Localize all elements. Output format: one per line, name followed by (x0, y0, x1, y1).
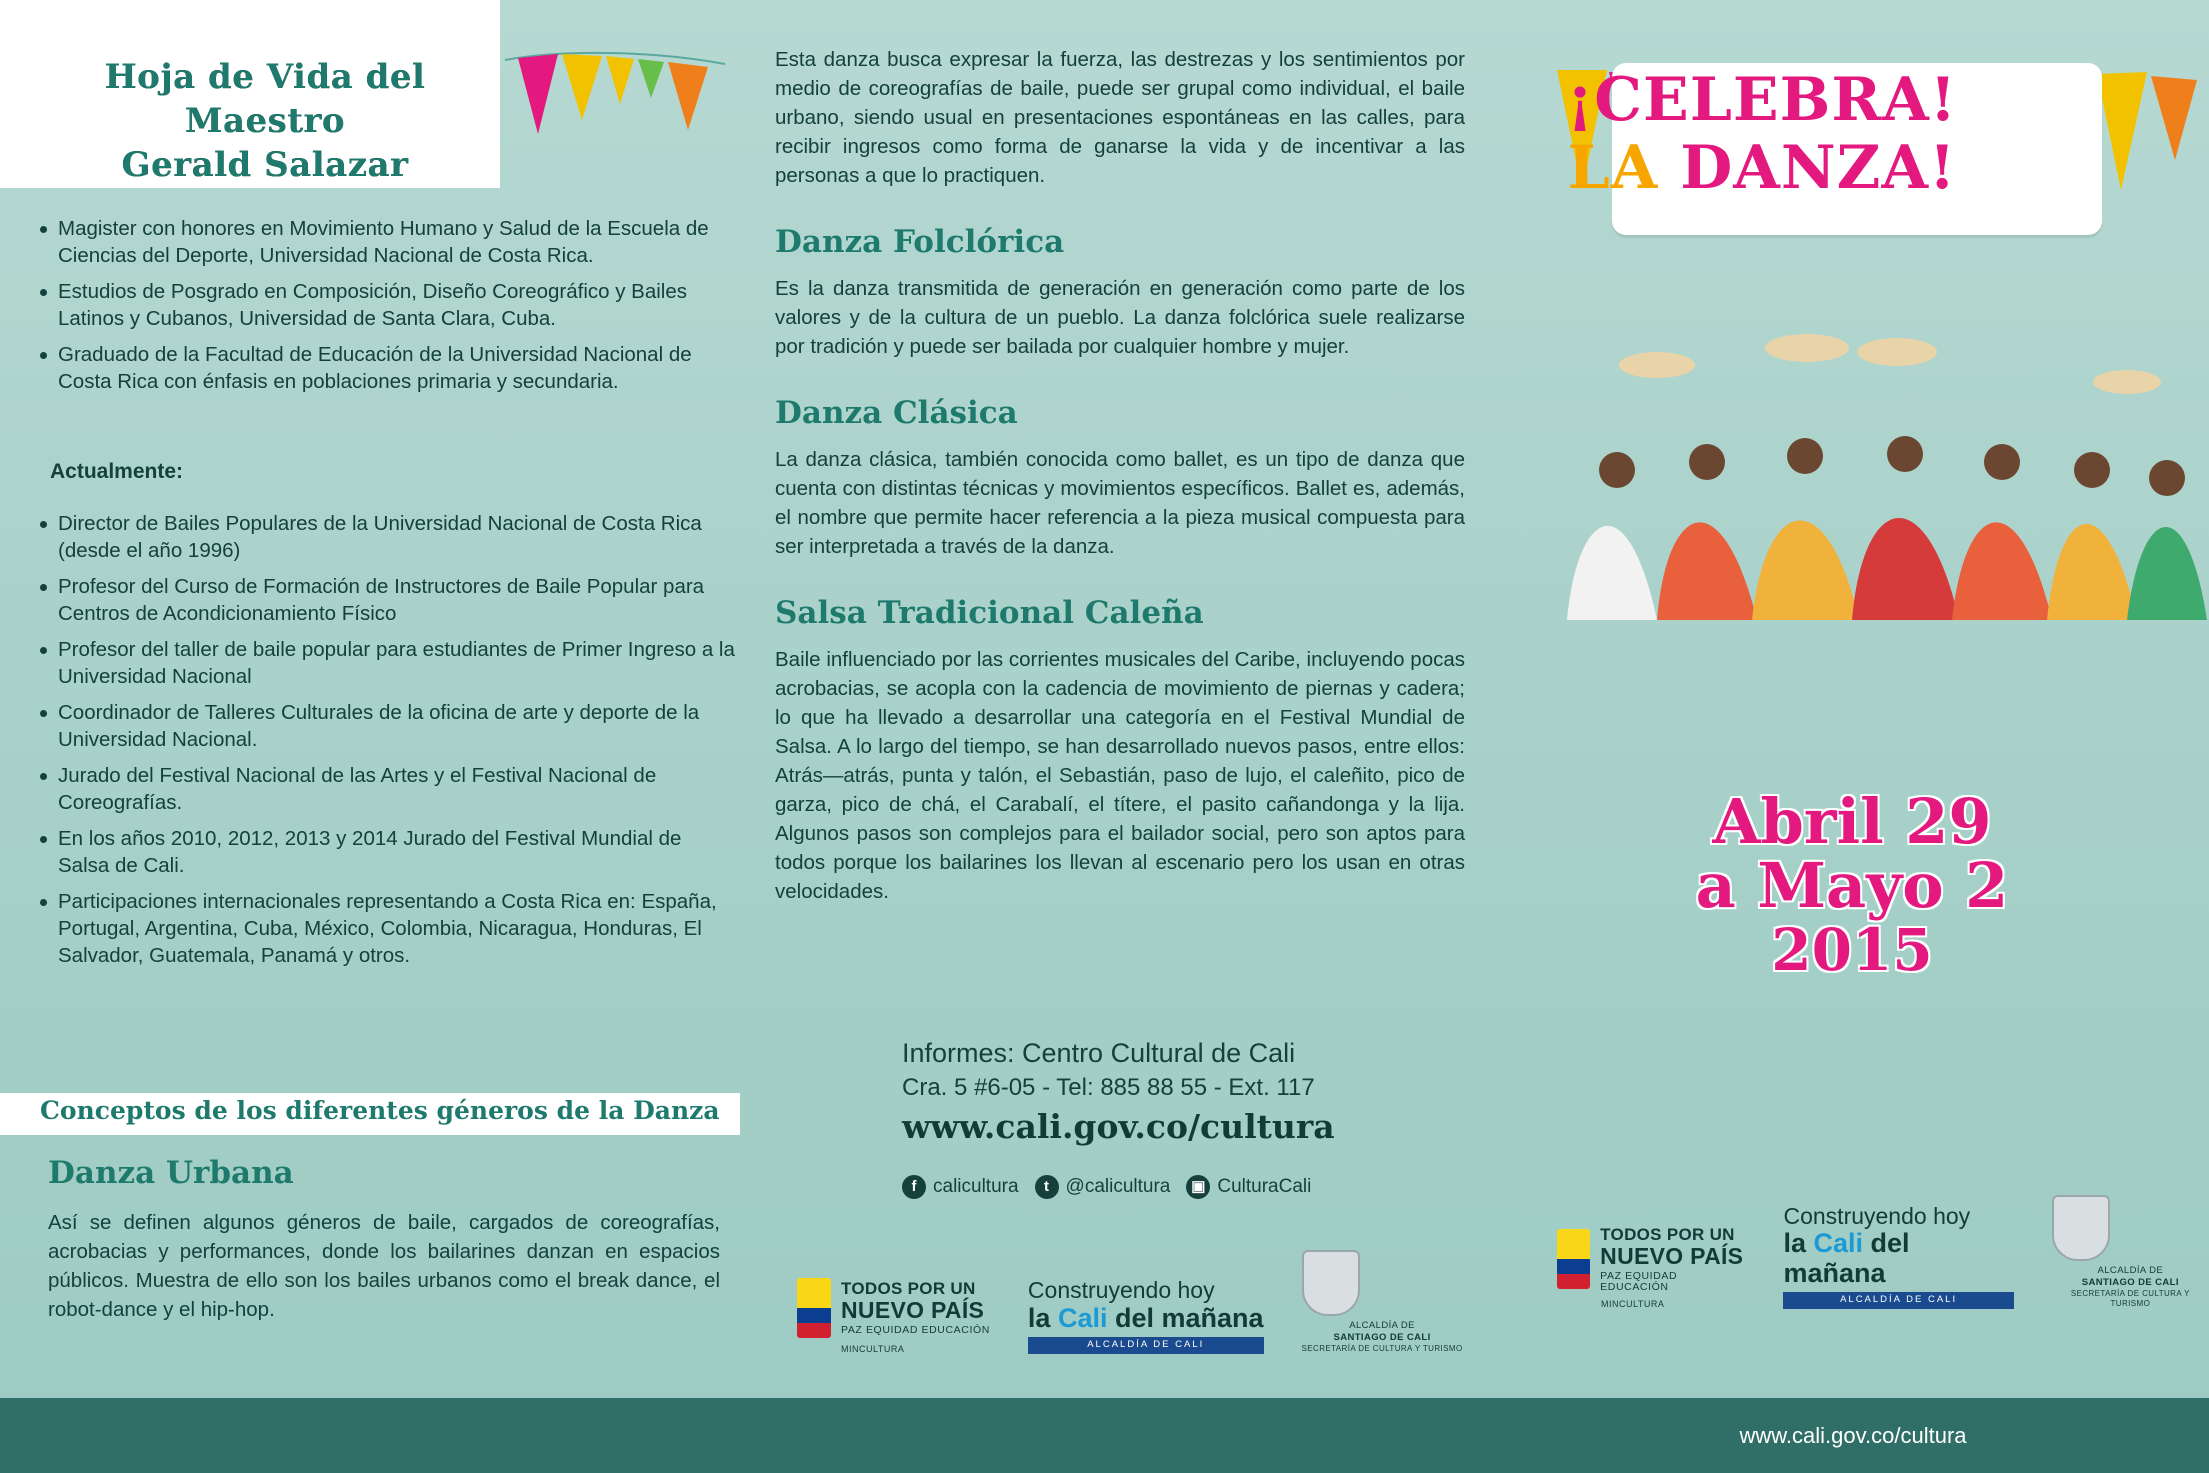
shield-icon (1302, 1250, 1360, 1316)
todos-line-2: NUEVO PAÍS (1600, 1242, 1744, 1269)
section-text-folclorica: Es la danza transmitida de generación en generación como parte de los valores y de la cultura de un pueblo. La danza folclórica suele realizarse por tradición y puede ser bailada por cualquier hombre y mujer. (775, 277, 1465, 358)
list-item: Estudios de Posgrado en Composición, Diseño Coreográfico y Bailes Latinos y Cubanos, Universidad de Santa Clara, Cuba. (38, 278, 728, 332)
construyendo-line-2: la Cali del mañana (1783, 1227, 1910, 1288)
list-item: Profesor del Curso de Formación de Instructores de Baile Popular para Centros de Acondicionamiento Físico (38, 573, 738, 627)
twitter-handle: @calicultura (1065, 1176, 1171, 1197)
date-line-2: a Mayo 2 (1695, 849, 2009, 922)
facebook-handle: calicultura (933, 1176, 1019, 1197)
alcaldia-line-1: ALCALDÍA DE (2097, 1265, 2164, 1276)
footer-url[interactable]: www.cali.gov.co/cultura (1497, 1398, 2209, 1473)
date-line-1: Abril 29 (1712, 785, 1992, 858)
panel-center (757, 0, 1497, 1473)
todos-line-3: PAZ EQUIDAD EDUCACIÓN (841, 1323, 990, 1336)
bottom-strip (0, 1398, 1497, 1473)
social-facebook[interactable] (902, 1175, 1019, 1199)
intro-paragraph: Esta danza busca expresar la fuerza, las destrezas y los sentimientos por medio de coreografías de baile, puede ser grupal como individual, el baile urbano, siendo usual en presentaciones espontáneas en las calles, para recibir ingresos como forma de ganarse la vida y de incentivar a las personas a que lo practiquen. (775, 48, 1465, 187)
construyendo-line-2: la Cali del mañana (1027, 1302, 1264, 1333)
list-item: Profesor del taller de baile popular para estudiantes de Primer Ingreso a la Universidad Nacional (38, 636, 738, 690)
construyendo-bar: ALCALDÍA DE CALI (1783, 1292, 2013, 1308)
list-item: Participaciones internacionales representando a Costa Rica en: España, Portugal, Argentina, Cuba, México, Colombia, Nicaragua, Honduras, El Salvador, Guatemala, Panamá y otros. (38, 888, 738, 969)
section-heading-folclorica: Danza Folclórica (775, 224, 1065, 260)
todos-line-3: PAZ EQUIDAD EDUCACIÓN (1600, 1269, 1678, 1293)
bullets-top (38, 215, 728, 404)
social-links (902, 1175, 1311, 1199)
panel-left (0, 0, 757, 1473)
alcaldia-line-2: SANTIAGO DE CALI (2081, 1276, 2179, 1288)
danza-urbana-text: Así se definen algunos géneros de baile, cargados de coreografías, acrobacias y performances, donde los bailarines danzan en espacios públicos. Muestra de ello son los bailes urbanos como el break dance, el robot-dance y el hip-hop. (48, 1211, 720, 1321)
list-item: En los años 2010, 2012, 2013 y 2014 Jurado del Festival Mundial de Salsa de Cali. (38, 825, 738, 879)
informes-block (902, 1035, 1462, 1149)
logo-alcaldia (1302, 1250, 1463, 1354)
bunting-flags-icon (500, 42, 740, 162)
panel-right-cover (1497, 0, 2209, 1473)
twitter-icon: t (1035, 1175, 1059, 1199)
alcaldia-line-1: ALCALDÍA DE (1349, 1320, 1415, 1331)
section-text-salsa: Baile influenciado por las corrientes musicales del Caribe, incluyendo pocas acrobacias, se acopla con la cadencia de movimiento de piernas y cadera; lo que ha llevado a desarrollar una categoría en el Festival Mundial de Salsa. A lo largo del tiempo, se han desarrollado nuevos pasos, entre ellos: Atrás—atrás, punta y talón, el Sebastián, paso de lujo, el caleñito, pico de garza, pico de chá, el Carabalí, el títere, el pasito cañandonga y la lija. Algunos pasos son complejos para el bailador social, pero son aptos para todos porque los bailarines los llevan al escenario pero los usan en otras velocidades. (775, 648, 1465, 903)
celebra-line-1: ¡CELEBRA! (1566, 65, 1958, 135)
page-title (42, 55, 488, 187)
informes-website[interactable]: www.cali.gov.co/cultura (902, 1107, 1335, 1146)
alcaldia-line-3: SECRETARÍA DE CULTURA Y TURISMO (2070, 1288, 2190, 1308)
dancers-photo (1507, 330, 2207, 620)
title-line-2: Gerald Salazar (121, 145, 409, 185)
construyendo-bar: ALCALDÍA DE CALI (1028, 1337, 1264, 1353)
center-content (775, 45, 1465, 906)
list-item: Jurado del Festival Nacional de las Artes y el Festival Nacional de Coreografías. (38, 762, 738, 816)
event-date (1507, 785, 2197, 984)
mincultura-label: MINCULTURA (841, 1343, 905, 1354)
logo-construyendo-hoy (1028, 1278, 1264, 1353)
section-heading-clasica: Danza Clásica (775, 395, 1018, 431)
list-item: Graduado de la Facultad de Educación de la Universidad Nacional de Costa Rica con énfasis en poblaciones primaria y secundaria. (38, 341, 728, 395)
todos-line-1: TODOS POR UN (841, 1278, 976, 1298)
informes-line-2: Cra. 5 #6-05 - Tel: 885 88 55 - Ext. 117 (902, 1074, 1315, 1101)
alcaldia-line-2: SANTIAGO DE CALI (1333, 1331, 1431, 1343)
instagram-icon: ▣ (1186, 1175, 1210, 1199)
list-item: Coordinador de Talleres Culturales de la oficina de arte y deporte de la Universidad Nacional. (38, 699, 738, 753)
todos-line-1: TODOS POR UN (1600, 1224, 1735, 1244)
social-twitter[interactable] (1035, 1175, 1171, 1199)
list-item: Magister con honores en Movimiento Humano y Salud de la Escuela de Ciencias del Deporte, Universidad Nacional de Costa Rica. (38, 215, 728, 269)
section-text-clasica: La danza clásica, también conocida como ballet, es un tipo de danza que cuenta con distintas técnicas y movimientos específicos. Ballet es, además, el nombre que permite hacer referencia a la pieza musical compuesta para ser interpretada a través de la danza. (775, 448, 1465, 558)
date-line-3: 2015 (1771, 916, 1933, 984)
construyendo-line-1: Construyendo hoy (1783, 1202, 1971, 1229)
celebra-line-2: LA DANZA! (1567, 133, 1957, 203)
section-heading-salsa: Salsa Tradicional Caleña (775, 595, 1204, 631)
list-item: Director de Bailes Populares de la Universidad Nacional de Costa Rica (desde el año 1996) (38, 510, 738, 564)
logo-alcaldia-right (2052, 1195, 2209, 1309)
actualmente-label: Actualmente: (50, 460, 184, 483)
logo-construyendo-hoy-right (1783, 1204, 2013, 1309)
logo-todos-por-un-nuevo-pais (797, 1278, 990, 1354)
logo-row-right (1557, 1195, 2209, 1309)
facebook-icon: f (902, 1175, 926, 1199)
colombia-flag-icon (797, 1278, 831, 1338)
construyendo-line-1: Construyendo hoy (1027, 1277, 1215, 1304)
bullets-bottom (38, 510, 738, 978)
shield-icon (2052, 1195, 2110, 1261)
logo-row-center (797, 1250, 1463, 1354)
conceptos-title: Conceptos de los diferentes géneros de la Danza (40, 1096, 720, 1125)
social-instagram[interactable] (1186, 1175, 1311, 1199)
logo-todos-por-un-nuevo-pais-right (1557, 1226, 1745, 1309)
alcaldia-line-3: SECRETARÍA DE CULTURA Y TURISMO (1301, 1343, 1463, 1353)
colombia-flag-icon (1557, 1229, 1590, 1289)
todos-line-2: NUEVO PAÍS (841, 1296, 985, 1323)
title-line-1: Hoja de Vida del Maestro (104, 57, 426, 141)
instagram-handle: CulturaCali (1217, 1176, 1312, 1197)
celebra-logo (1517, 55, 2189, 245)
mincultura-label: MINCULTURA (1601, 1298, 1665, 1309)
danza-urbana-heading: Danza Urbana (48, 1155, 294, 1191)
informes-line-1: Informes: Centro Cultural de Cali (902, 1038, 1296, 1068)
